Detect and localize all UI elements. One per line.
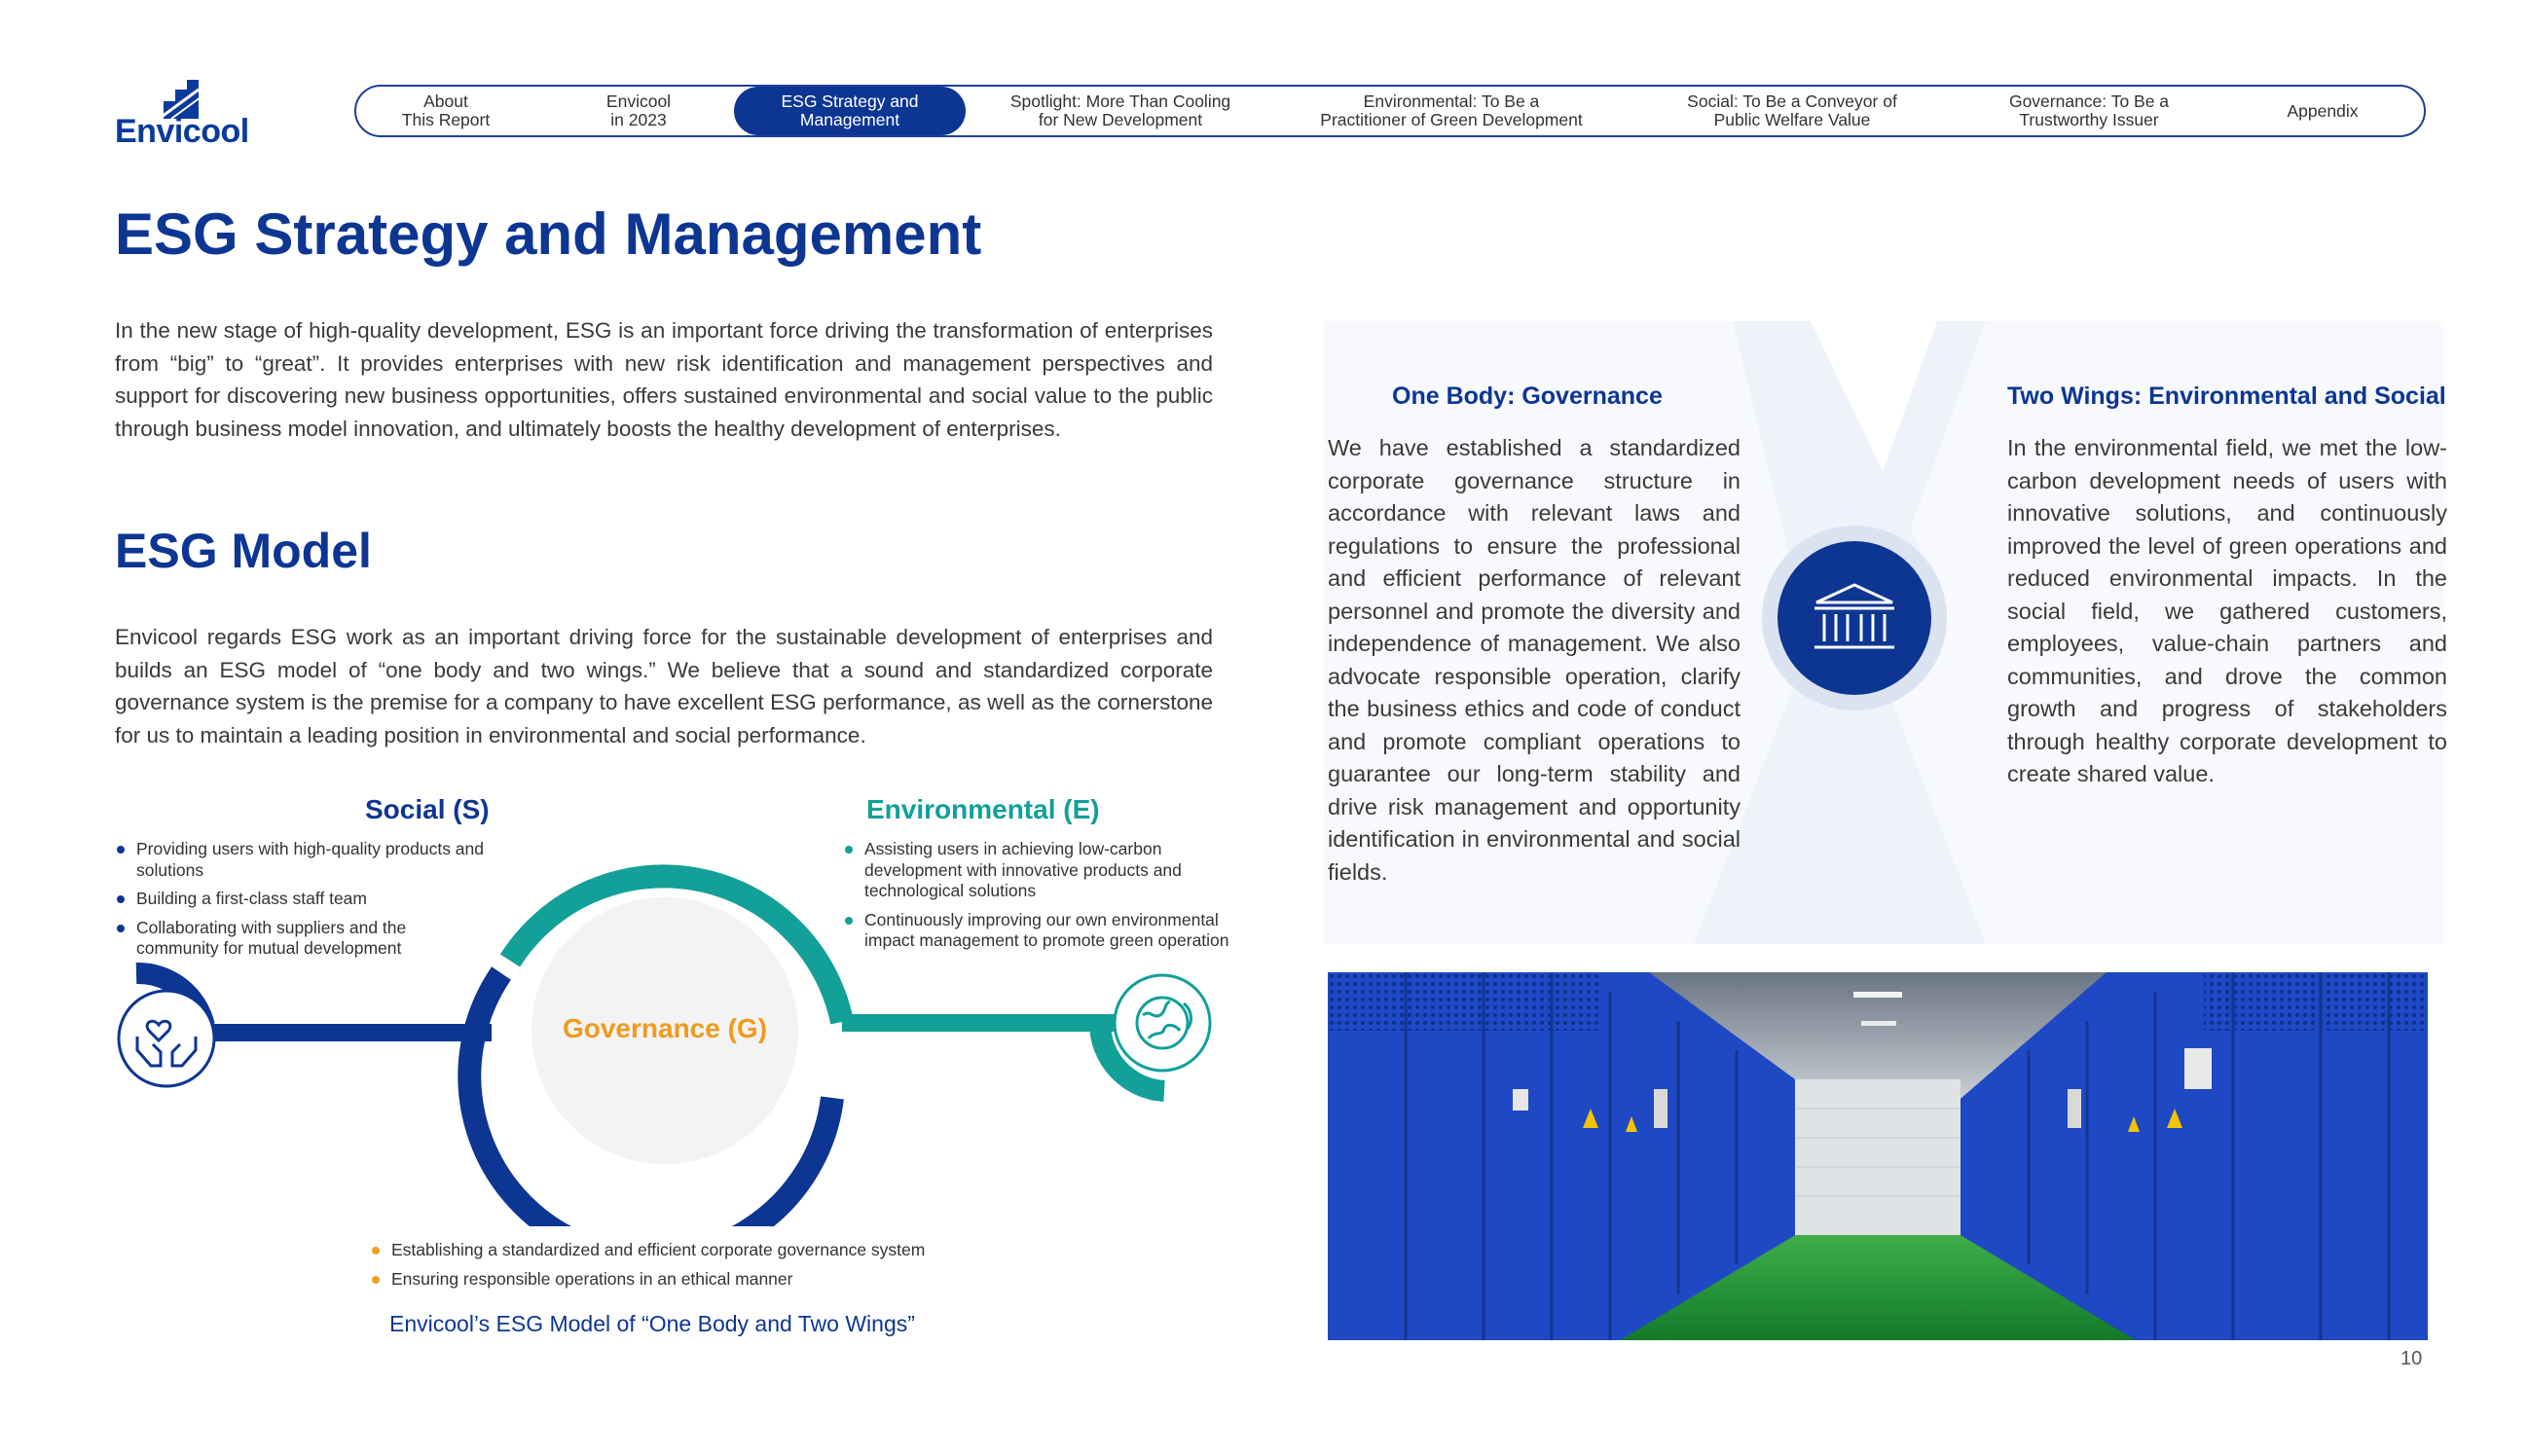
social-connector-bar	[200, 1024, 492, 1041]
globe-leaf-icon	[1115, 975, 1210, 1071]
list-item: Providing users with high-quality products and solutions	[115, 839, 485, 881]
institution-building-icon	[1778, 541, 1931, 695]
two-wings-title: Two Wings: Environmental and Social	[2007, 382, 2446, 410]
nav-item-governance[interactable]: Governance: To Be a Trustworthy Issuer	[2008, 91, 2170, 129]
governance-label: Governance (G)	[562, 1013, 768, 1043]
environmental-bullets	[843, 839, 1242, 960]
page-title: ESG Strategy and Management	[115, 201, 982, 267]
intro-paragraph: In the new stage of high-quality development, ESG is an important force driving the transformation of enterprises from “big” to “great”. It provides enterprises with new risk identification and management perspectives and support for discovering new business opportunities, offers sustained environmental and social value to the public through business model innovation, and ultimately boosts the healthy development of enterprises.	[115, 318, 1213, 442]
nav-item-environmental[interactable]: Environmental: To Be a Practitioner of Green Development	[1320, 91, 1583, 129]
esg-model-paragraph: Envicool regards ESG work as an important driving force for the sustainable development of enterprises and builds an ESG model of “one body and two wings.” We believe that a sound and standardized corporate governance system is the premise for a company to have excellent ESG performance, as well as the cornerstone for us to maintain a leading position in environmental and social performance.	[115, 625, 1213, 748]
social-bullets	[115, 839, 485, 967]
one-body-governance-title: One Body: Governance	[1392, 382, 1663, 410]
list-item: Collaborating with suppliers and the community for mutual development	[115, 918, 485, 960]
nav-item-envicool-2023[interactable]: Envicool in 2023	[605, 91, 672, 129]
environmental-heading: Environmental (E)	[866, 794, 1100, 824]
envicool-logo	[115, 80, 249, 150]
nav-item-about[interactable]: About This Report	[401, 91, 491, 129]
list-item: Assisting users in achieving low-carbon development with innovative products and technological solutions	[843, 839, 1242, 902]
nav-item-esg-strategy[interactable]: ESG Strategy and Management	[734, 87, 966, 135]
list-item: Building a first-class staff team	[115, 889, 485, 910]
page-number: 10	[2401, 1348, 2423, 1369]
diagram-caption: Envicool’s ESG Model of “One Body and Two Wings”	[389, 1311, 915, 1336]
list-item: Ensuring responsible operations in an ethical manner	[370, 1269, 1051, 1291]
list-item: Continuously improving our own environmental impact management to promote green operation	[843, 910, 1242, 952]
list-item: Establishing a standardized and efficient corporate governance system	[370, 1240, 1051, 1261]
logo-wordmark: Envicool	[115, 113, 249, 150]
governance-bullets	[370, 1240, 1051, 1297]
hands-heart-icon	[119, 991, 214, 1086]
top-navigation	[354, 85, 2426, 137]
data-center-corridor-photo	[1328, 972, 2428, 1340]
esg-model-heading: ESG Model	[115, 524, 372, 578]
nav-item-appendix[interactable]: Appendix	[2287, 100, 2359, 121]
nav-item-spotlight[interactable]: Spotlight: More Than Cooling for New Development	[1009, 91, 1231, 129]
one-body-governance-text: We have established a standardized corporate governance structure in accordance with relevant laws and regulations to ensure the professional and efficient performance of relevant personnel and promote the diversity and independence of management. We also advocate responsible operation, clarify the business ethics and code of conduct and promote compliant operations to guarantee our long-term stability and drive risk management and opportunity identification in environmental and social fields.	[1328, 435, 1741, 885]
nav-item-social[interactable]: Social: To Be a Conveyor of Public Welfare Value	[1687, 91, 1897, 129]
social-heading: Social (S)	[365, 794, 490, 824]
two-wings-text: In the environmental field, we met the low-carbon development needs of users with innovative solutions, and continuously improved the level of green operations and reduced environmental impacts. In the social field, we gathered customers, employees, value-chain partners and communities, and drove the common growth and progress of stakeholders through healthy corporate development to create shared value.	[2007, 435, 2447, 786]
